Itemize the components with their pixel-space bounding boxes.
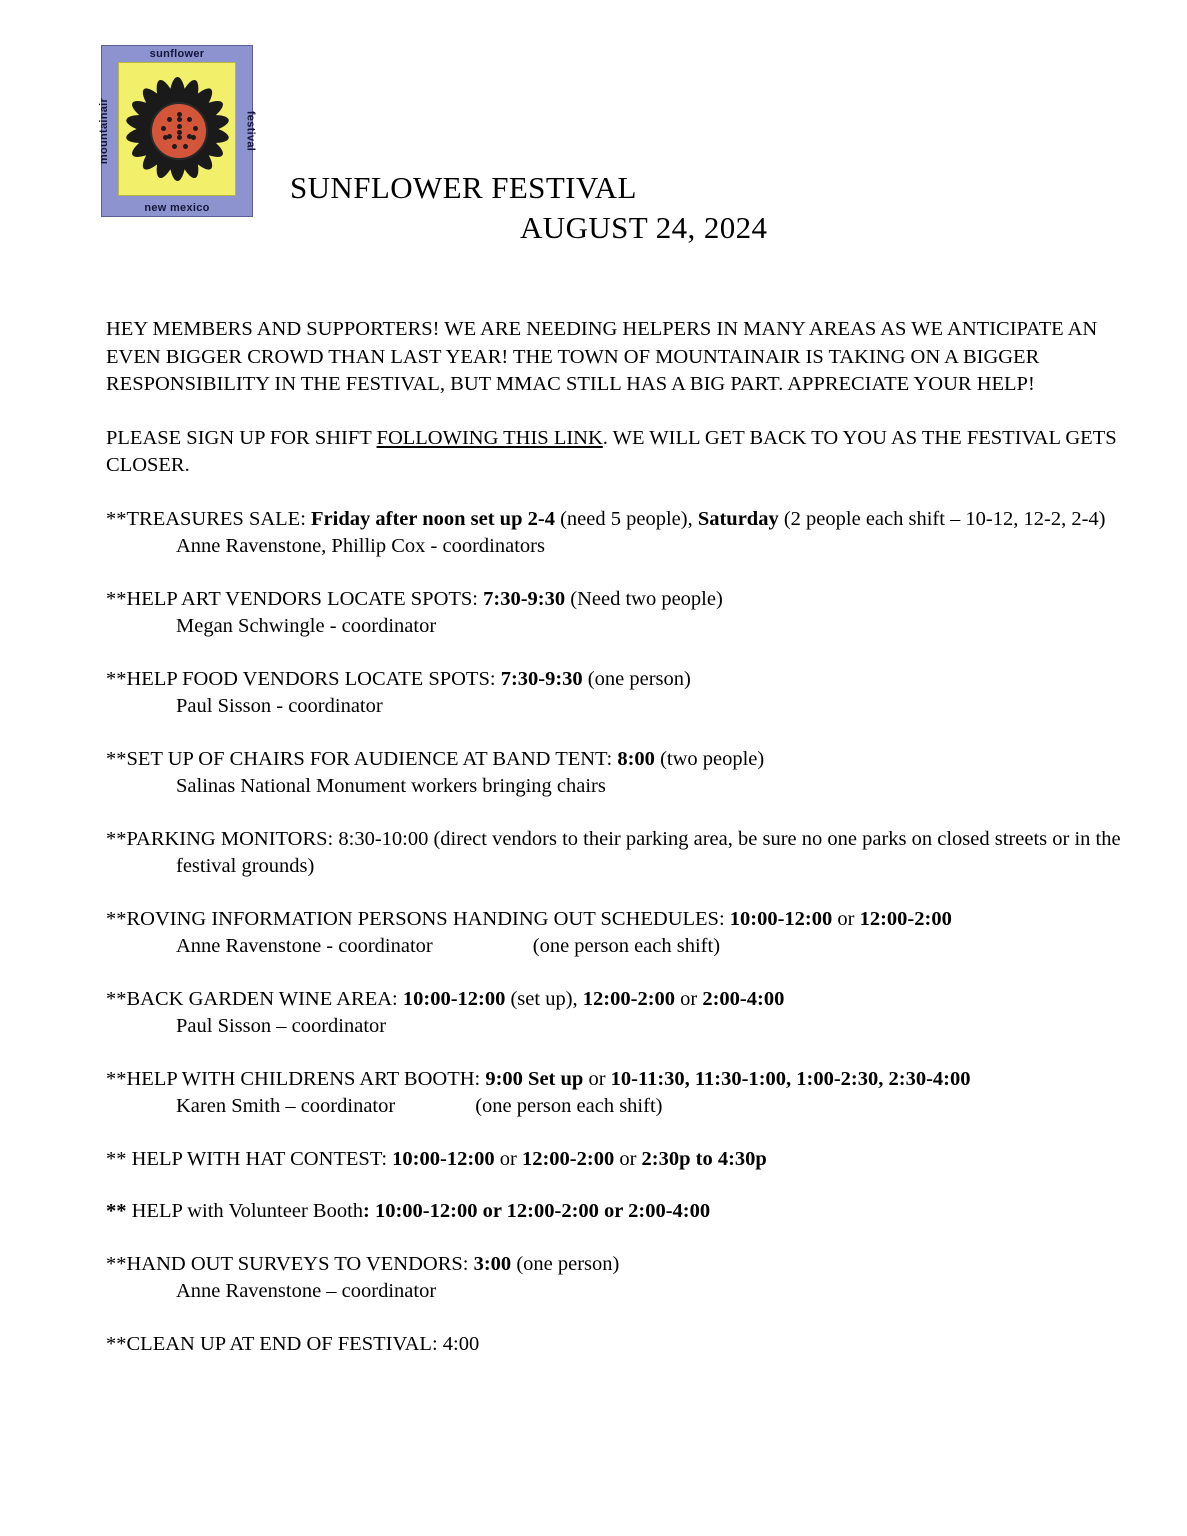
section-bold-1: 7:30-9:30	[500, 667, 583, 690]
section-hat-contest	[106, 1146, 1126, 1174]
section-heading-text: HELP with Volunteer Booth	[131, 1200, 364, 1222]
seed-dot	[177, 117, 182, 122]
logo-word-top: sunflower	[149, 48, 205, 60]
section-heading-text: **SET UP OF CHAIRS FOR AUDIENCE AT BAND TENT:	[106, 747, 618, 770]
seed-dot	[193, 126, 198, 131]
section-subline	[106, 933, 1126, 961]
section-food-vendors	[106, 666, 1126, 721]
section-mid-1: (two people)	[654, 747, 765, 770]
sunflower-center-icon	[150, 102, 208, 160]
section-heading-text: **HELP FOOD VENDORS LOCATE SPOTS:	[106, 667, 501, 690]
section-chairs-setup	[106, 746, 1126, 801]
section-back-garden-wine	[106, 986, 1126, 1041]
section-treasures-sale	[106, 506, 1126, 561]
seed-dot	[161, 126, 166, 131]
section-bold-2: 12:00-2:00	[521, 1147, 615, 1170]
section-volunteer-booth	[106, 1198, 1126, 1226]
section-heading-text: **HELP ART VENDORS LOCATE SPOTS:	[106, 587, 484, 610]
logo-inner-panel	[118, 62, 236, 196]
seed-dot	[191, 135, 196, 140]
section-heading	[106, 1198, 1126, 1226]
section-bold-3: 2:00-4:00	[702, 987, 785, 1010]
seed-dot	[167, 117, 172, 122]
seed-dot	[177, 124, 182, 129]
section-mid-1: (one person)	[582, 667, 691, 690]
section-heading-text: **BACK GARDEN WINE AREA:	[106, 987, 403, 1010]
section-heading	[106, 1066, 1126, 1094]
signup-link[interactable]: FOLLOWING THIS LINK	[376, 426, 603, 449]
section-subline: Megan Schwingle - coordinator	[176, 615, 437, 637]
section-subline: Salinas National Monument workers bringing chairs	[176, 775, 606, 797]
section-bold-1: 3:00	[473, 1252, 512, 1275]
section-heading: **PARKING MONITORS: 8:30-10:00 (direct vendors to their parking area, be sure no one parks on closed streets or in the festival grounds)	[106, 827, 1121, 877]
section-heading-text: **HELP WITH CHILDRENS ART BOOTH:	[106, 1067, 486, 1090]
signup-suffix: . WE WILL GET BACK TO YOU AS THE FESTIVAL GETS CLOSER.	[106, 426, 1117, 476]
logo-word-bottom: new mexico	[144, 202, 210, 214]
section-subline: Paul Sisson – coordinator	[176, 1015, 387, 1037]
sunflower-festival-logo	[98, 45, 256, 217]
section-hand-out-surveys	[106, 1251, 1126, 1306]
section-bold-2: 12:00-2:00	[582, 987, 676, 1010]
document-body	[106, 316, 1126, 1383]
section-heading-text: ** HELP WITH HAT CONTEST:	[106, 1147, 393, 1170]
section-bold-1: Friday after noon set up 2-4	[311, 507, 555, 530]
logo-word-left: mountainair	[98, 97, 110, 165]
section-bold-1: 10:00-12:00	[392, 1147, 495, 1170]
section-heading	[106, 1251, 1126, 1279]
section-childrens-art-booth	[106, 1066, 1126, 1121]
seed-dot	[183, 144, 188, 149]
section-bold-2: Saturday	[697, 507, 779, 530]
section-mid-1: (Need two people)	[565, 587, 723, 610]
section-subline: Paul Sisson - coordinator	[176, 695, 383, 717]
intro-paragraph: HEY MEMBERS AND SUPPORTERS! WE ARE NEEDING HELPERS IN MANY AREAS AS WE ANTICIPATE AN EVEN BIGGER CROWD THAN LAST YEAR! THE TOWN OF MOUNTAINAIR IS TAKING ON A BIGGER RESPONSIBILITY IN THE FESTIVAL, BUT MMAC STILL HAS A BIG PART. APPRECIATE YOUR HELP!	[106, 318, 1098, 395]
seed-dot	[163, 135, 168, 140]
document-title-block	[290, 168, 990, 248]
section-heading-text: **HAND OUT SURVEYS TO VENDORS:	[106, 1252, 474, 1275]
section-parking-monitors	[106, 826, 1126, 881]
section-art-vendors	[106, 586, 1126, 641]
section-bold-2: 12:00-2:00	[859, 907, 952, 930]
section-heading	[106, 906, 1126, 934]
seed-dot	[172, 144, 177, 149]
page-title: SUNFLOWER FESTIVAL	[290, 170, 637, 205]
section-heading-text: **ROVING INFORMATION PERSONS HANDING OUT SCHEDULES:	[106, 907, 730, 930]
section-mid-1: or	[494, 1147, 522, 1170]
section-mid-1: (need 5 people),	[554, 507, 698, 530]
signup-paragraph	[106, 425, 1126, 480]
section-bold-1: 9:00 Set up	[485, 1067, 584, 1090]
section-mid-2: or	[614, 1147, 642, 1170]
section-heading	[106, 1146, 1126, 1174]
section-mid-1: or	[832, 907, 860, 930]
section-subline-text: Karen Smith – coordinator	[176, 1095, 396, 1117]
section-subline: Anne Ravenstone – coordinator	[176, 1280, 437, 1302]
section-mid-2: or	[675, 987, 703, 1010]
seed-dot	[177, 130, 182, 135]
section-heading	[106, 746, 1126, 774]
section-subline-note: (one person each shift)	[532, 935, 721, 957]
section-bold-3: 2:30p to 4:30p	[641, 1147, 767, 1170]
section-bold-1: 8:00	[617, 747, 655, 770]
section-heading	[106, 666, 1126, 694]
seed-dot	[187, 117, 192, 122]
section-mid-1: (set up),	[505, 987, 583, 1010]
section-subline	[106, 1093, 1126, 1121]
section-heading	[106, 586, 1126, 614]
section-mid-2: (2 people each shift – 10-12, 12-2, 2-4)	[778, 507, 1106, 530]
section-bold-1: : 10:00-12:00 or 12:00-2:00 or 2:00-4:00	[363, 1200, 711, 1222]
section-heading	[106, 506, 1126, 534]
section-bold-1: 10:00-12:00	[402, 987, 506, 1010]
section-mid-1: or	[583, 1067, 611, 1090]
section-heading	[106, 986, 1126, 1014]
section-bold-1: 10:00-12:00	[729, 907, 833, 930]
section-heading-text: **TREASURES SALE:	[106, 507, 312, 530]
signup-prefix: PLEASE SIGN UP FOR SHIFT	[106, 426, 377, 449]
logo-word-right: festival	[244, 110, 256, 152]
section-roving-information	[106, 906, 1126, 961]
section-heading-prefix: **	[106, 1200, 132, 1222]
section-bold-1: 7:30-9:30	[483, 587, 566, 610]
section-heading: **CLEAN UP AT END OF FESTIVAL: 4:00	[106, 1332, 480, 1355]
section-subline-note: (one person each shift)	[475, 1095, 663, 1117]
section-clean-up	[106, 1331, 1126, 1359]
page-subtitle-date: AUGUST 24, 2024	[520, 210, 768, 245]
section-subline: Anne Ravenstone, Phillip Cox - coordinators	[176, 535, 545, 557]
section-subline-text: Anne Ravenstone - coordinator	[176, 935, 433, 957]
section-mid-1: (one person)	[511, 1252, 620, 1275]
seed-dot	[177, 135, 182, 140]
section-bold-2: 10-11:30, 11:30-1:00, 1:00-2:30, 2:30-4:00	[610, 1067, 971, 1090]
